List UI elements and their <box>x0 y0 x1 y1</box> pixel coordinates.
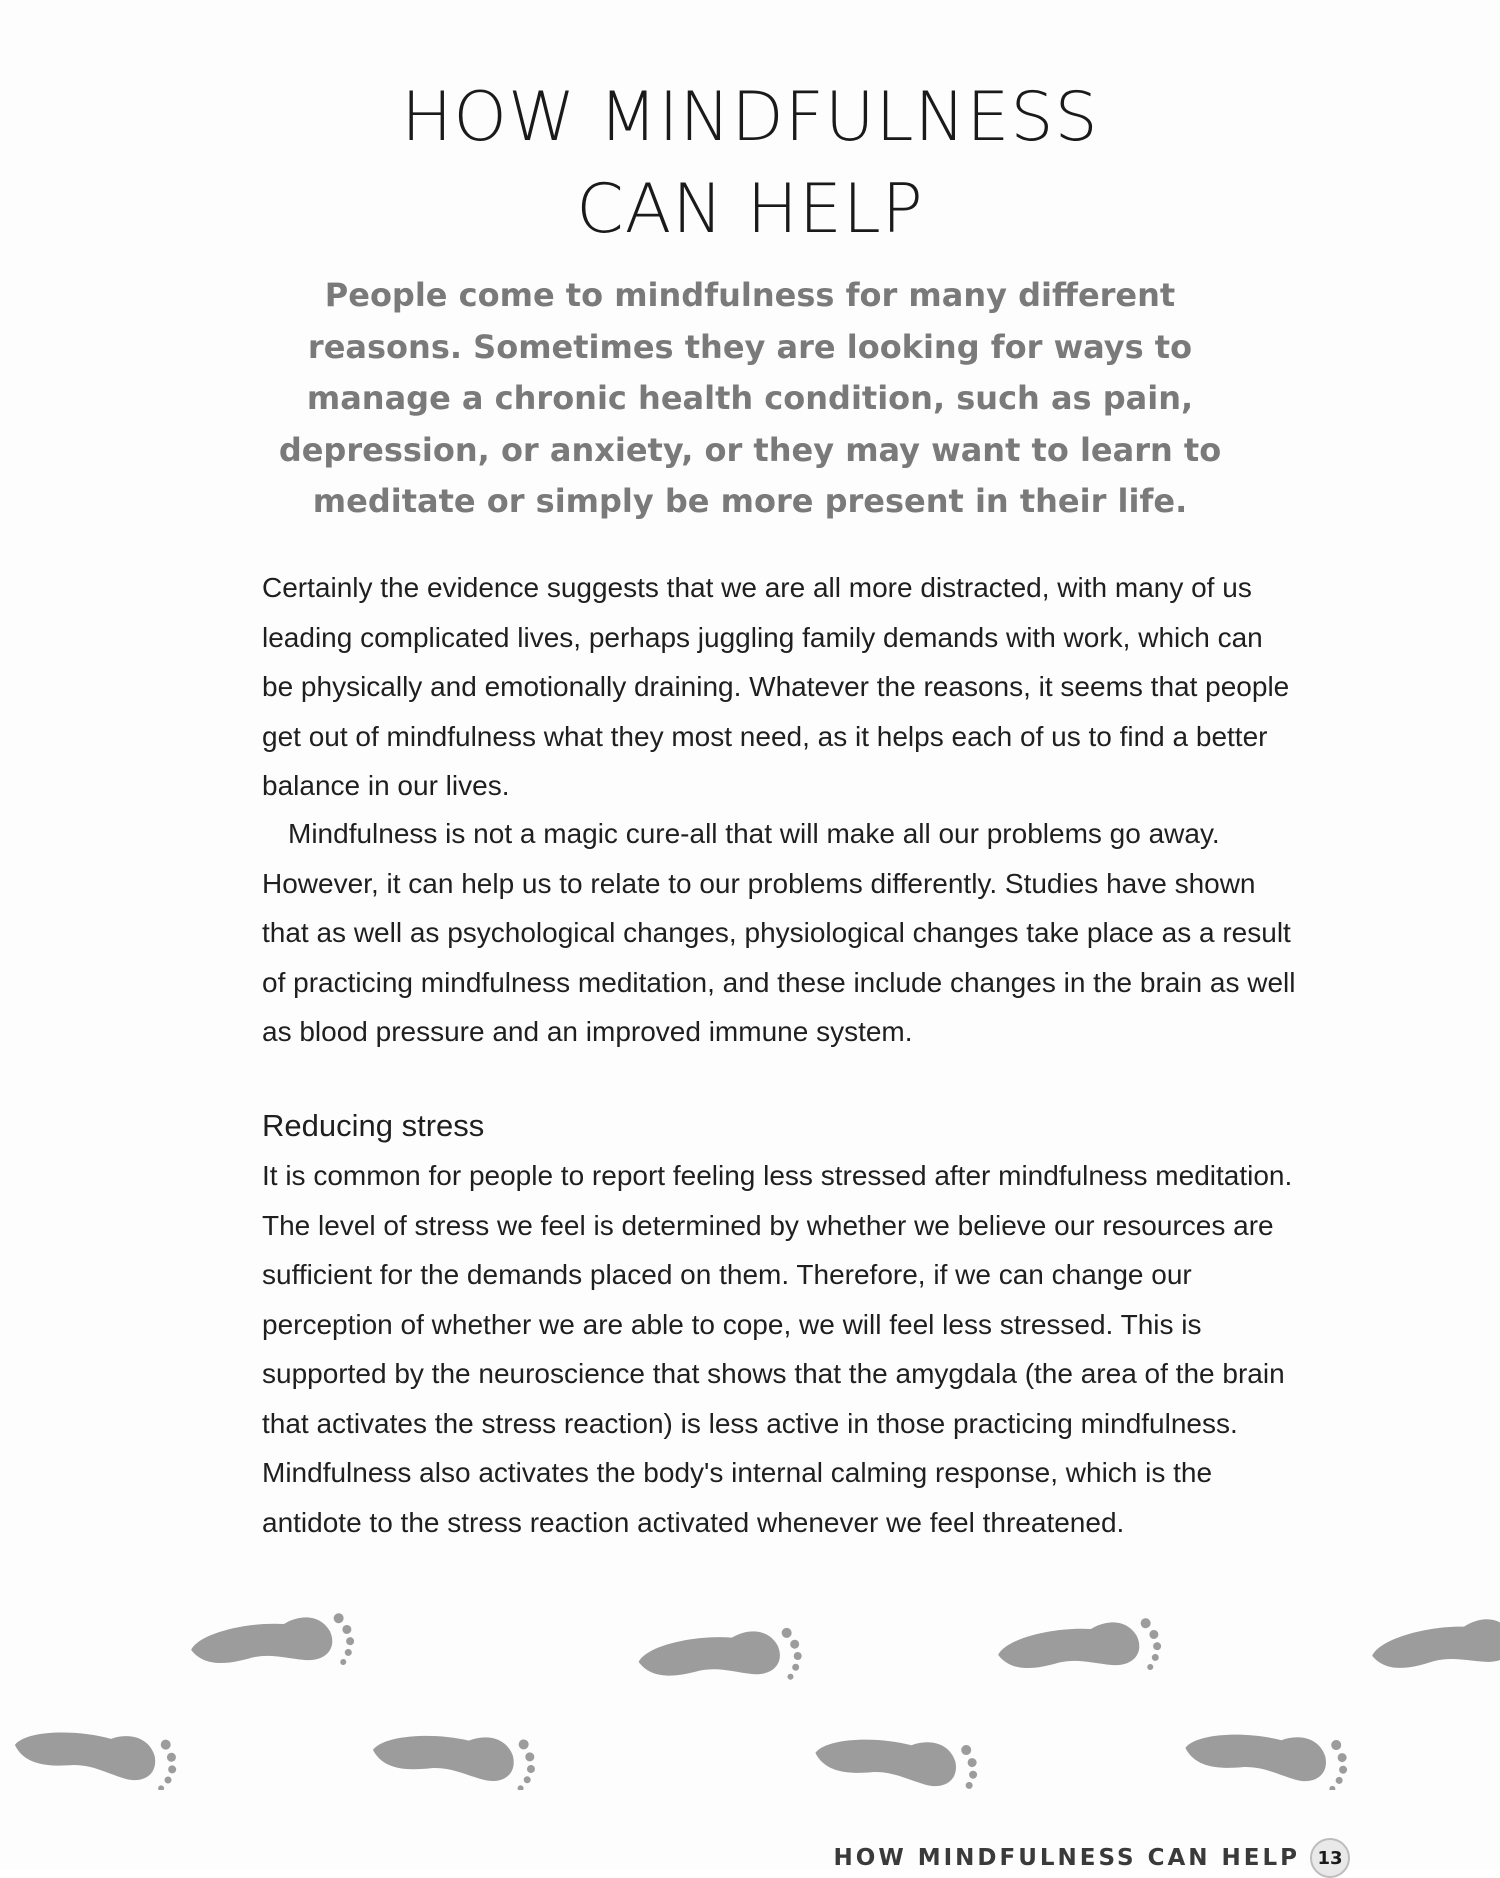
page-number-badge: 13 <box>1310 1838 1350 1878</box>
section-paragraph-block <box>262 1151 1298 1547</box>
footprint-icon <box>371 1729 537 1790</box>
section-heading: Reducing stress <box>262 1108 485 1143</box>
page-title-line-2: CAN HELP <box>576 170 924 249</box>
footprint-icon <box>189 1612 357 1681</box>
page-footer <box>834 1838 1350 1878</box>
intro-paragraph: People come to mindfulness for many different reasons. Sometimes they are looking for ways to manage a chronic health condition, such as pain, depression, or anxiety, or they may want to learn to meditate or simply be more present in their life. <box>278 276 1222 520</box>
footprint-icon <box>996 1617 1164 1686</box>
section-paragraph: It is common for people to report feeling less stressed after mindfulness meditation. The level of stress we feel is determined by whether we believe our resources are sufficient for the demands placed on them. Therefore, if we can change our perception of whether we are able to cope, we will feel less stressed. This is supported by the neuroscience that shows that the amygdala (the area of the brain that activates the stress reaction) is less active in those practicing mindfulness. Mindfulness also activates the body's internal calming response, which is the antidote to the stress reaction activated whenever we feel threatened. <box>262 1160 1293 1538</box>
footprint-icon <box>1183 1727 1350 1790</box>
page-title <box>0 72 1500 256</box>
footprint-icon <box>1369 1612 1500 1686</box>
footprint-icon <box>637 1627 804 1693</box>
body-paragraph-1-block <box>262 563 1298 811</box>
body-paragraph-1: Certainly the evidence suggests that we are all more distracted, with many of us leading complicated lives, perhaps juggling family demands with work, which can be physically and emotionally draining. Whatever the reasons, it seems that people get out of mindfulness what they most need, as it helps each of us to find a better balance in our lives. <box>262 572 1290 801</box>
footprint-icon <box>12 1724 180 1790</box>
running-title: HOW MINDFULNESS CAN HELP <box>833 1845 1300 1871</box>
body-paragraph-2: Mindfulness is not a magic cure-all that will make all our problems go away. However, it can help us to relate to our problems differently. Studies have shown that as well as psychological changes, physiological changes take place as a result of practicing mindfulness meditation, and these include changes in the brain as well as blood pressure and an improved immune system. <box>262 818 1296 1047</box>
footprint-icon <box>813 1732 980 1790</box>
body-paragraph-2-block <box>262 809 1298 1057</box>
footprints-decoration <box>0 1600 1500 1790</box>
page-title-line-1: HOW MINDFULNESS <box>401 78 1099 157</box>
